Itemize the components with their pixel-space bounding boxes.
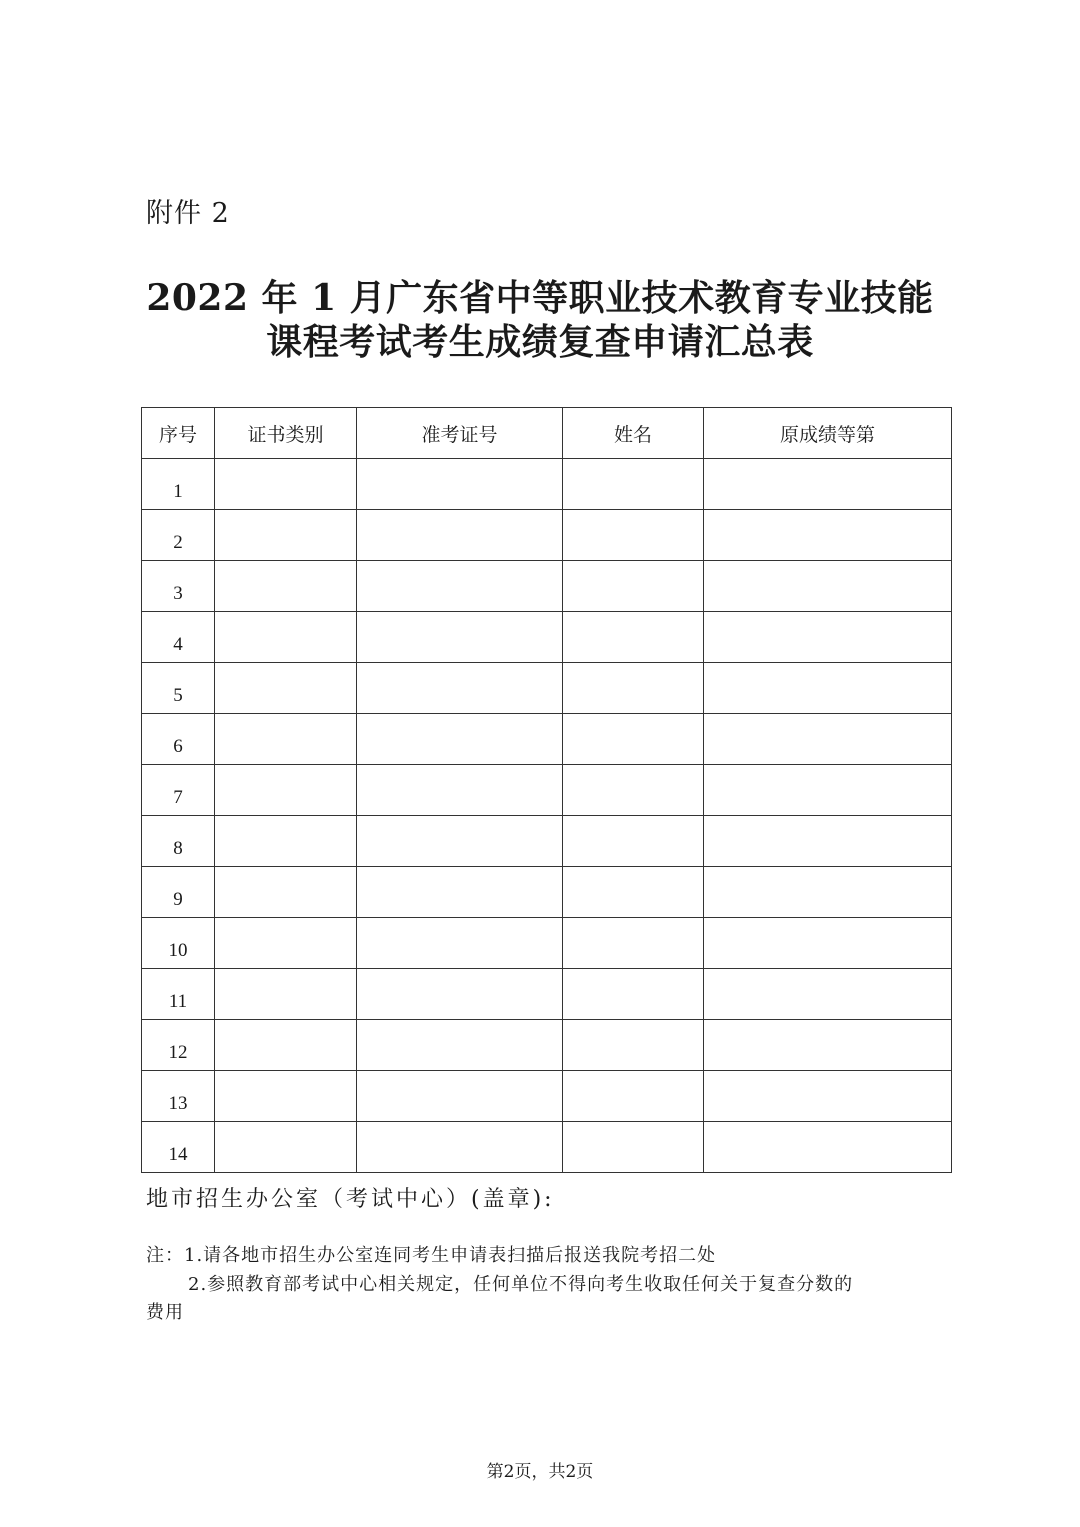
document-title-line-2: 课程考试考生成绩复查申请汇总表 bbox=[266, 321, 814, 363]
row-serial-number: 5 bbox=[142, 663, 215, 714]
name-cell bbox=[563, 765, 704, 816]
note-line-1: 注：1.请各地市招生办公室连同考生申请表扫描后报送我院考招二处 bbox=[146, 1245, 717, 1266]
row-serial-number: 2 bbox=[142, 510, 215, 561]
original-grade-cell bbox=[704, 867, 952, 918]
certificate-type-cell bbox=[215, 663, 357, 714]
row-serial-number: 14 bbox=[142, 1122, 215, 1173]
original-grade-cell bbox=[704, 459, 952, 510]
name-cell bbox=[563, 1122, 704, 1173]
original-grade-cell bbox=[704, 612, 952, 663]
document-title-line-1: 2022 年 1 月广东省中等职业技术教育专业技能 bbox=[146, 277, 934, 319]
certificate-type-cell bbox=[215, 459, 357, 510]
row-serial-number: 13 bbox=[142, 1071, 215, 1122]
name-cell bbox=[563, 867, 704, 918]
certificate-type-cell bbox=[215, 612, 357, 663]
name-cell bbox=[563, 1071, 704, 1122]
row-serial-number: 7 bbox=[142, 765, 215, 816]
admission-number-cell bbox=[357, 1071, 563, 1122]
original-grade-cell bbox=[704, 663, 952, 714]
original-grade-cell bbox=[704, 816, 952, 867]
table-row bbox=[142, 969, 952, 1020]
header-certificate-type: 证书类别 bbox=[215, 408, 357, 459]
original-grade-cell bbox=[704, 918, 952, 969]
admission-number-cell bbox=[357, 765, 563, 816]
row-serial-number: 10 bbox=[142, 918, 215, 969]
name-cell bbox=[563, 918, 704, 969]
name-cell bbox=[563, 1020, 704, 1071]
admission-number-cell bbox=[357, 459, 563, 510]
original-grade-cell bbox=[704, 714, 952, 765]
note-line-3: 费用 bbox=[146, 1302, 184, 1323]
row-serial-number: 4 bbox=[142, 612, 215, 663]
header-admission-number: 准考证号 bbox=[357, 408, 563, 459]
original-grade-cell bbox=[704, 561, 952, 612]
seal-line: 地市招生办公室（考试中心）(盖章): bbox=[146, 1187, 555, 1212]
admission-number-cell bbox=[357, 612, 563, 663]
name-cell bbox=[563, 714, 704, 765]
table-row bbox=[142, 714, 952, 765]
name-cell bbox=[563, 510, 704, 561]
original-grade-cell bbox=[704, 510, 952, 561]
name-cell bbox=[563, 612, 704, 663]
original-grade-cell bbox=[704, 1071, 952, 1122]
row-serial-number: 12 bbox=[142, 1020, 215, 1071]
header-serial-number: 序号 bbox=[142, 408, 215, 459]
admission-number-cell bbox=[357, 816, 563, 867]
table-row bbox=[142, 1020, 952, 1071]
admission-number-cell bbox=[357, 969, 563, 1020]
admission-number-cell bbox=[357, 867, 563, 918]
certificate-type-cell bbox=[215, 510, 357, 561]
row-serial-number: 3 bbox=[142, 561, 215, 612]
table-row bbox=[142, 918, 952, 969]
table-row bbox=[142, 612, 952, 663]
summary-table bbox=[141, 407, 952, 1173]
table-row bbox=[142, 561, 952, 612]
name-cell bbox=[563, 561, 704, 612]
certificate-type-cell bbox=[215, 867, 357, 918]
certificate-type-cell bbox=[215, 1122, 357, 1173]
attachment-label: 附件 2 bbox=[146, 198, 230, 229]
row-serial-number: 9 bbox=[142, 867, 215, 918]
row-serial-number: 1 bbox=[142, 459, 215, 510]
header-name: 姓名 bbox=[563, 408, 704, 459]
name-cell bbox=[563, 663, 704, 714]
admission-number-cell bbox=[357, 561, 563, 612]
original-grade-cell bbox=[704, 1122, 952, 1173]
certificate-type-cell bbox=[215, 765, 357, 816]
name-cell bbox=[563, 459, 704, 510]
table-row bbox=[142, 459, 952, 510]
admission-number-cell bbox=[357, 1122, 563, 1173]
row-serial-number: 8 bbox=[142, 816, 215, 867]
original-grade-cell bbox=[704, 1020, 952, 1071]
admission-number-cell bbox=[357, 918, 563, 969]
note-line-2: 2.参照教育部考试中心相关规定，任何单位不得向考生收取任何关于复查分数的 bbox=[188, 1274, 854, 1295]
table-row bbox=[142, 765, 952, 816]
certificate-type-cell bbox=[215, 816, 357, 867]
page-footer: 第2页，共2页 bbox=[486, 1462, 594, 1482]
table-row bbox=[142, 1122, 952, 1173]
table-row bbox=[142, 867, 952, 918]
original-grade-cell bbox=[704, 765, 952, 816]
certificate-type-cell bbox=[215, 969, 357, 1020]
admission-number-cell bbox=[357, 663, 563, 714]
certificate-type-cell bbox=[215, 1020, 357, 1071]
certificate-type-cell bbox=[215, 1071, 357, 1122]
row-serial-number: 6 bbox=[142, 714, 215, 765]
table-row bbox=[142, 663, 952, 714]
name-cell bbox=[563, 816, 704, 867]
admission-number-cell bbox=[357, 714, 563, 765]
row-serial-number: 11 bbox=[142, 969, 215, 1020]
table-row bbox=[142, 510, 952, 561]
certificate-type-cell bbox=[215, 714, 357, 765]
original-grade-cell bbox=[704, 969, 952, 1020]
table-header-row bbox=[142, 408, 952, 459]
admission-number-cell bbox=[357, 1020, 563, 1071]
admission-number-cell bbox=[357, 510, 563, 561]
header-original-grade: 原成绩等第 bbox=[704, 408, 952, 459]
name-cell bbox=[563, 969, 704, 1020]
certificate-type-cell bbox=[215, 918, 357, 969]
table-row bbox=[142, 816, 952, 867]
table-row bbox=[142, 1071, 952, 1122]
certificate-type-cell bbox=[215, 561, 357, 612]
